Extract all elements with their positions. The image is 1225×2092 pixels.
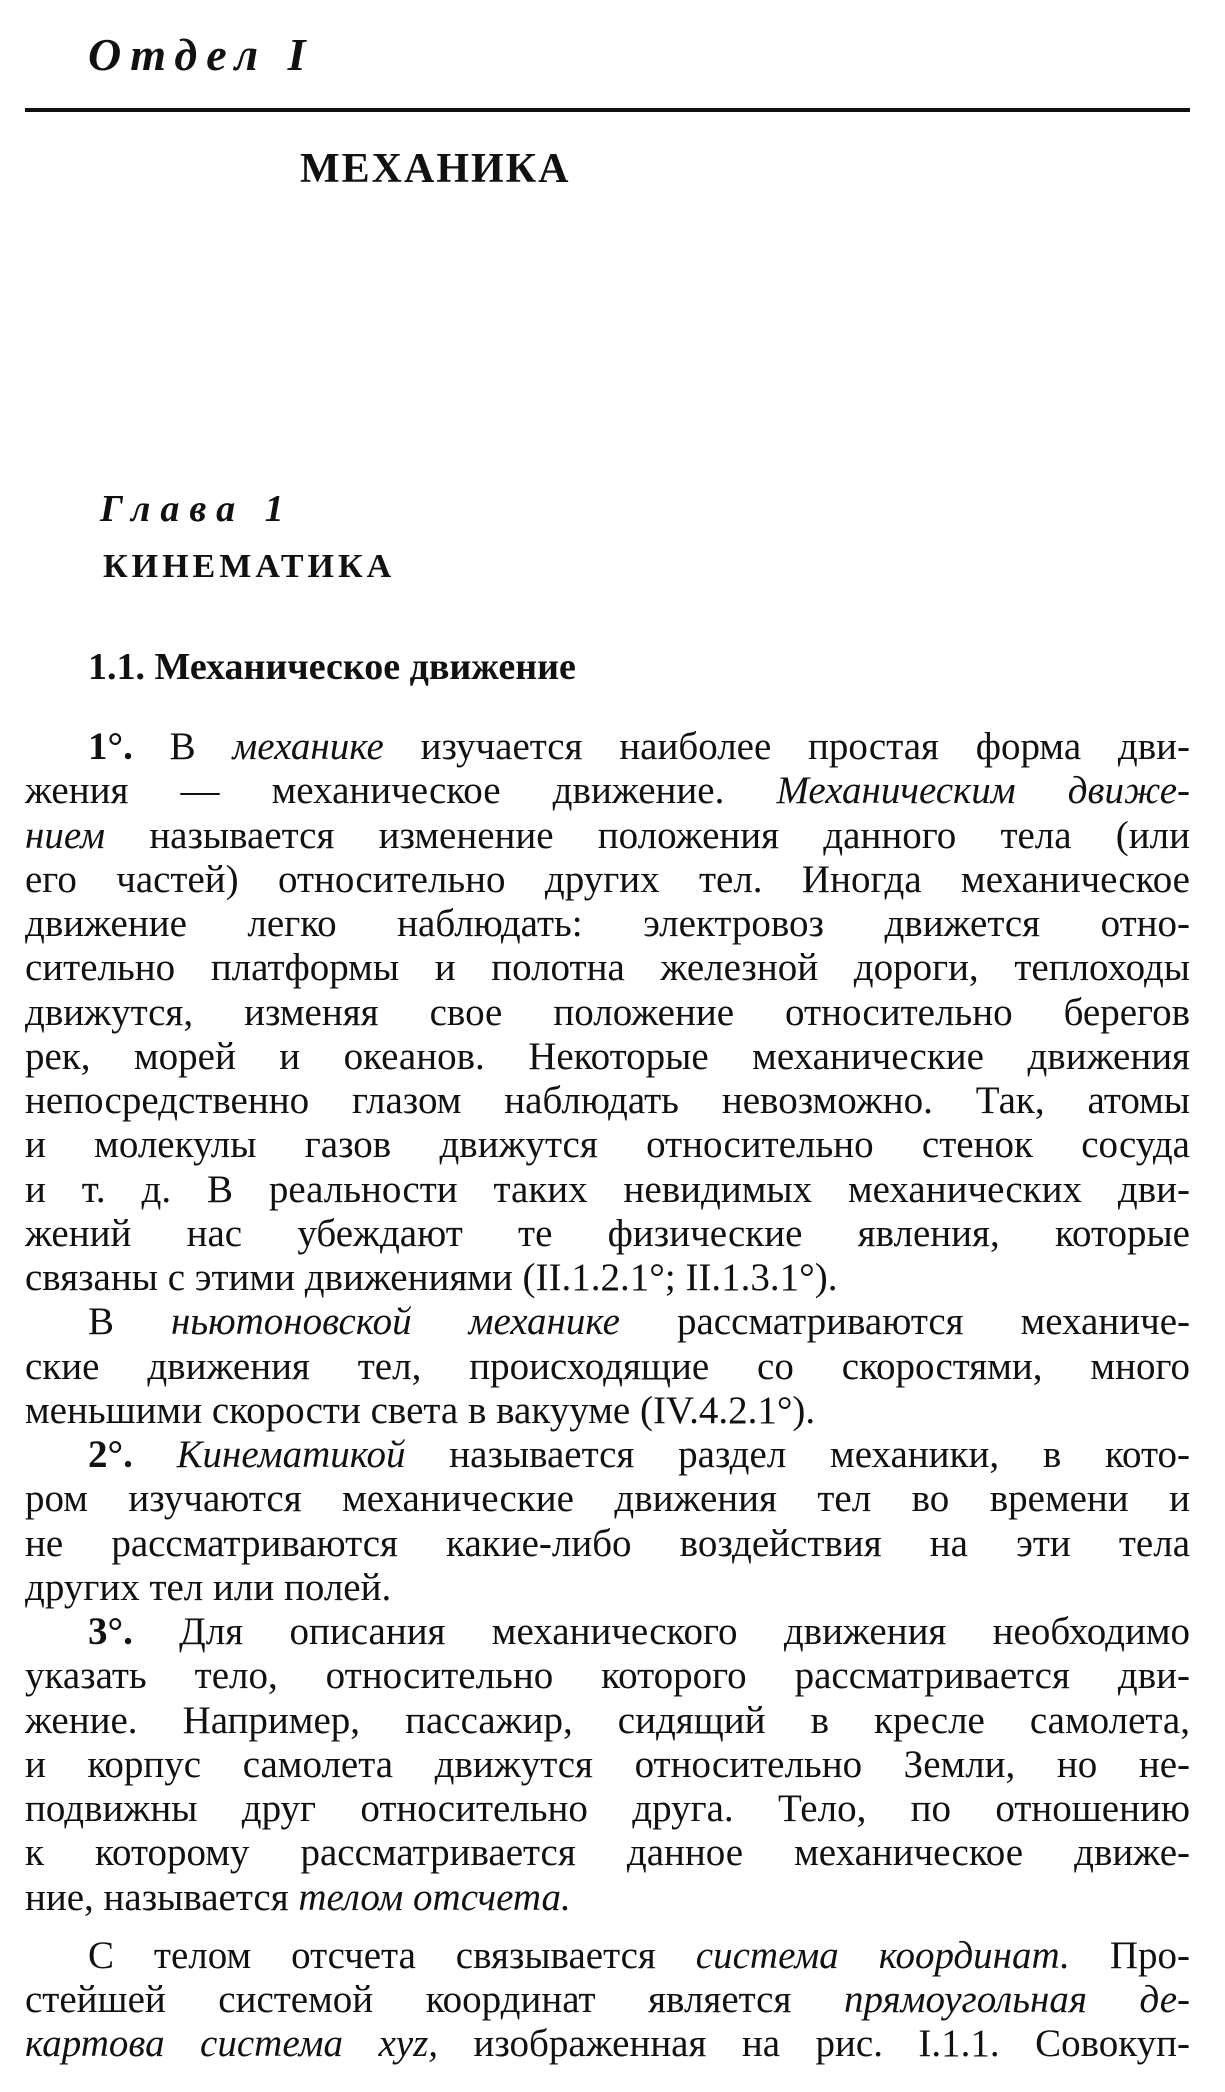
subsection-title: 1.1. Механическое движение — [88, 646, 576, 688]
paragraph-number: 1°. — [88, 725, 133, 768]
text-line: С телом отсчета связывается система координат. Про- — [88, 1933, 1190, 1977]
paragraph-number: 3°. — [88, 1610, 133, 1653]
text-line: 2°. Кинематикой называется раздел механики, в кото- — [88, 1433, 1190, 1476]
header-rule — [25, 108, 1190, 112]
text-line: к которому рассматривается данное механическое движе- — [25, 1831, 1190, 1875]
text-line: меньшими скорости света в вакууме (IV.4.2.1°). — [25, 1388, 816, 1432]
text-line: 3°. Для описания механического движения необходимо — [88, 1610, 1190, 1653]
text-line: картова система xyz, изображенная на рис. I.1.1. Совокуп- — [25, 2022, 1190, 2066]
chapter-label: Глава 1 — [100, 488, 294, 530]
body-text — [25, 725, 1190, 2067]
text-line: не рассматриваются какие-либо воздействия на эти тела — [25, 1521, 1190, 1565]
text-line: рек, морей и океанов. Некоторые механические движения — [25, 1034, 1190, 1078]
text-line: других тел или полей. — [25, 1565, 392, 1609]
term: нием — [25, 813, 106, 857]
text-line: его частей) относительно других тел. Иногда механическое — [25, 857, 1190, 901]
text-line: ние, называется телом отсчета. — [25, 1875, 571, 1919]
text-line: жения — механическое движение. Механическим движе- — [25, 769, 1190, 813]
text-line: сительно платформы и полотна железной дороги, теплоходы — [25, 946, 1190, 990]
text-line: указать тело, относительно которого рассматривается дви- — [25, 1654, 1190, 1698]
term: картова система xyz, — [25, 2022, 439, 2066]
text-line: движение легко наблюдать: электровоз движется отно- — [25, 902, 1190, 945]
term: прямоугольная де- — [843, 1978, 1190, 2021]
section-label: Отдел I — [88, 29, 315, 80]
text-line: связаны с этими движениями (II.1.2.1°; II.1.3.1°). — [25, 1256, 838, 1299]
text-line: и молекулы газов движутся относительно стенок сосуда — [25, 1123, 1190, 1167]
paragraph-number: 2°. — [88, 1433, 133, 1476]
text-line: жений нас убеждают те физические явления, которые — [25, 1211, 1190, 1255]
section-title: МЕХАНИКА — [300, 146, 571, 192]
text-line: стейшей системой координат является прямоугольная де- — [25, 1978, 1190, 2021]
text-line: и т. д. В реальности таких невидимых механических дви- — [25, 1167, 1190, 1211]
text-line: непосредственно глазом наблюдать невозможно. Так, атомы — [25, 1079, 1190, 1122]
term: ньютоновской механике — [171, 1300, 620, 1344]
term: телом отсчета. — [298, 1875, 571, 1919]
term: механике — [232, 725, 384, 768]
text-line: В ньютоновской механике рассматриваются механиче- — [88, 1300, 1190, 1344]
text-line: ские движения тел, происходящие со скоростями, много — [25, 1344, 1190, 1388]
text-line: и корпус самолета движутся относительно Земли, но не- — [25, 1742, 1190, 1786]
text-line: ром изучаются механические движения тел во времени и — [25, 1477, 1190, 1521]
text-line: нием называется изменение положения данного тела (или — [25, 813, 1190, 857]
chapter-title: КИНЕМАТИКА — [103, 548, 396, 585]
text-line: подвижны друг относительно друга. Тело, по отношению — [25, 1787, 1190, 1830]
text-line: жение. Например, пассажир, сидящий в кресле самолета, — [25, 1698, 1190, 1742]
term: система координат. — [695, 1933, 1070, 1977]
text-line: движутся, изменяя свое положение относительно берегов — [25, 990, 1190, 1034]
term: Кинематикой — [176, 1433, 406, 1476]
term: Механическим движе- — [776, 769, 1190, 813]
text-line: 1°. В механике изучается наиболее простая форма дви- — [88, 725, 1190, 768]
